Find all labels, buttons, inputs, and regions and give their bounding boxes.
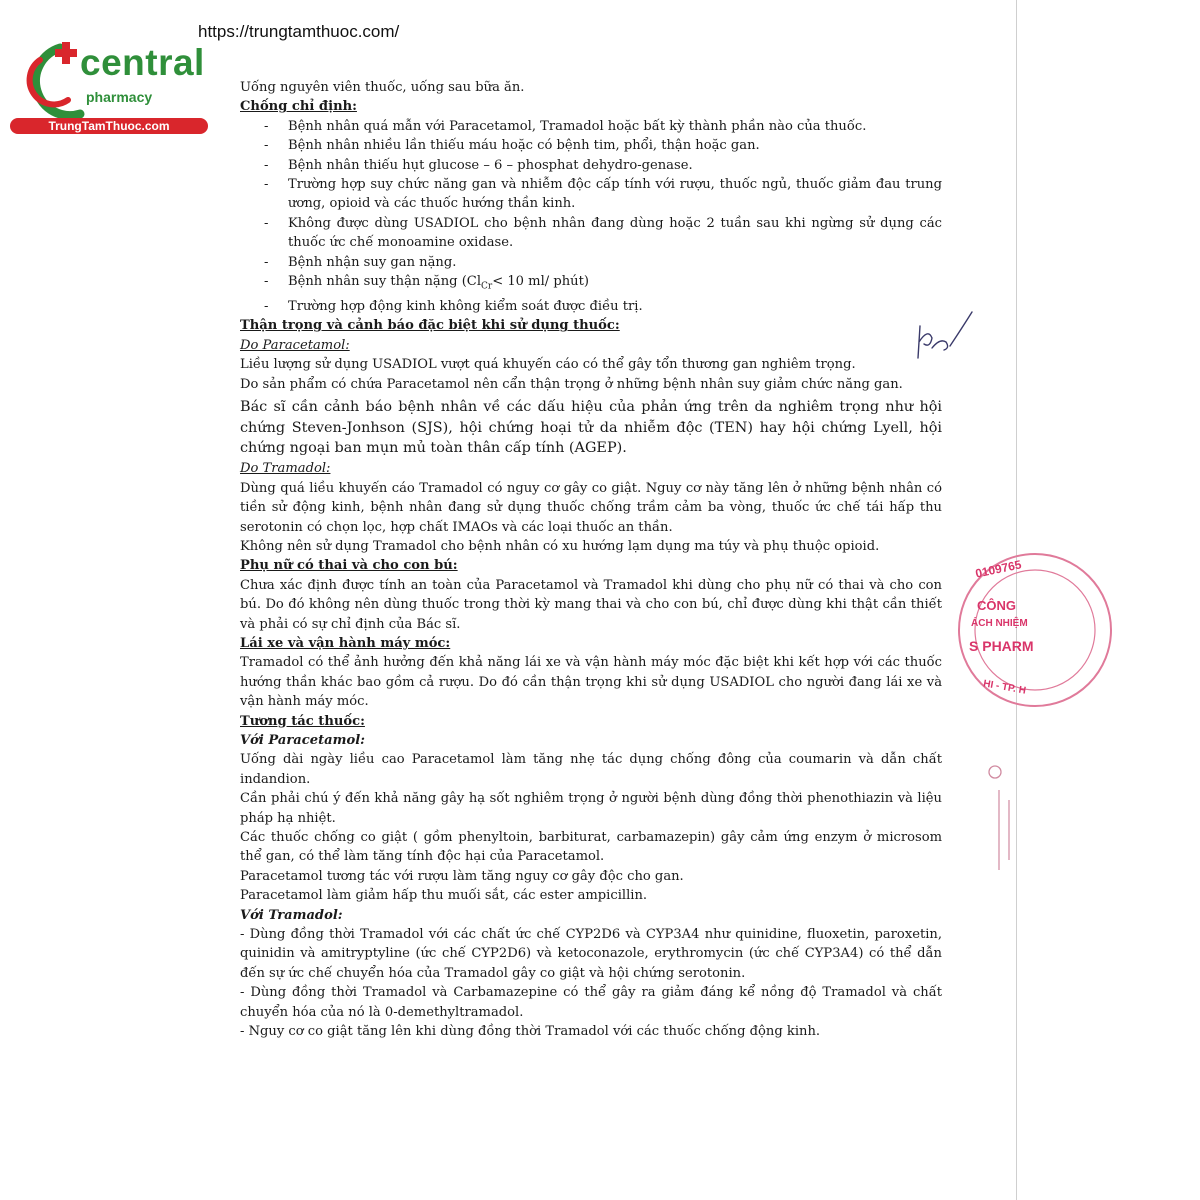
caution-tramadol-heading: Do Tramadol: [240, 461, 331, 477]
interactions-paracetamol-line: Các thuốc chống co giật ( gồm phenyltoin, barbiturat, carbamazepin) gây cảm ứng enzym ở microsom thể gan, có thể làm tăng tính độc hại của Paracetamol. [240, 830, 942, 865]
list-item: - Bệnh nhân thiếu hụt glucose – 6 – phosphat dehydro-genase. [240, 156, 942, 175]
caution-paracetamol-line: Liều lượng sử dụng USADIOL vượt quá khuyến cáo có thể gây tổn thương gan nghiêm trọng. [240, 357, 856, 373]
list-item: - Bệnh nhân nhiều lần thiếu máu hoặc có bệnh tim, phổi, thận hoặc gan. [240, 136, 942, 155]
driving-heading: Lái xe và vận hành máy móc: [240, 635, 451, 651]
leaflet-page [240, 78, 942, 1042]
renal-subscript: Cr [481, 281, 493, 292]
caution-paracetamol-heading: Do Paracetamol: [240, 337, 350, 353]
stamp-number: 0109765 [974, 557, 1023, 581]
signature-initials-icon [910, 308, 980, 363]
brand-subtitle: pharmacy [86, 89, 153, 105]
source-url[interactable]: https://trungtamthuoc.com/ [198, 22, 400, 41]
interactions-paracetamol-line: Paracetamol làm giảm hấp thu muối sắt, các ester ampicillin. [240, 888, 648, 904]
brand-name: central [80, 42, 205, 83]
interactions-tramadol-line: - Dùng đồng thời Tramadol với các chất ức chế CYP2D6 và CYP3A4 như quinidine, fluoxetin, paroxetin, quinidin và amitryptyline (ức chế CYP2D6) và ketoconazole, erythromycin (ức chế CYP3A4) có thể dẫn đến sự ức chế chuyển hóa của Tramadol gây co giật và hội chứng serotonin. [240, 927, 942, 981]
stamp-fragment-icon [985, 760, 1025, 880]
interactions-tramadol-line: - Dùng đồng thời Tramadol và Carbamazepine có thể gây ra giảm đáng kể nồng độ Tramadol và chất chuyển hóa của nó là 0-demethyltramadol. [240, 985, 942, 1020]
renal-text: Bệnh nhân suy thận nặng (Cl [288, 274, 482, 290]
stamp-line-5: HI - TP. H [982, 678, 1027, 697]
list-item [240, 272, 942, 297]
list-item: - Bệnh nhận suy gan nặng. [240, 253, 942, 272]
contraindications-heading: Chống chỉ định: [240, 99, 357, 115]
company-stamp [965, 548, 1034, 713]
interactions-paracetamol-heading: Với Paracetamol: [240, 733, 366, 749]
skin-reaction-warning: Bác sĩ cần cảnh báo bệnh nhân về các dấu hiệu của phản ứng trên da nghiêm trọng như hội chứng Steven-Jonhson (SJS), hội chứng hoại tử da nhiễm độc (TEN) hay hội chứng Lyell, hội chứng ngoại ban mụn mủ toàn thân cấp tính (AGEP). [240, 399, 942, 456]
stamp-line-3: ÁCH NHIỆM [971, 618, 1028, 629]
usage-intro: Uống nguyên viên thuốc, uống sau bữa ăn. [240, 80, 525, 95]
stamp-line-2: CÔNG [977, 598, 1016, 613]
list-item: - Trường hợp suy chức năng gan và nhiễm độc cấp tính với rượu, thuốc ngủ, thuốc giảm đau trung ương, opioid và các thuốc hướng thần kinh. [240, 175, 942, 214]
pregnancy-text: Chưa xác định được tính an toàn của Paracetamol và Tramadol khi dùng cho phụ nữ có thai và cho con bú. Do đó không nên dùng thuốc trong thời kỳ mang thai và cho con bú, chỉ được dùng khi thật cần thiết và phải có sự chỉ định của Bác sĩ. [240, 577, 942, 632]
interactions-paracetamol-line: Cần phải chú ý đến khả năng gây hạ sốt nghiêm trọng ở người bệnh dùng đồng thời phenothiazin và liệu pháp hạ nhiệt. [240, 791, 942, 826]
caution-tramadol-line: Dùng quá liều khuyến cáo Tramadol có nguy cơ gây co giật. Nguy cơ này tăng lên ở những bệnh nhân có tiền sử động kinh, bệnh nhân đang sử dụng thuốc chống trầm cảm ba vòng, thuốc ức chế tái hấp thu serotonin có chọn lọc, hợp chất IMAOs và các loại thuốc an thần. [240, 480, 942, 535]
caution-heading: Thận trọng và cảnh báo đặc biệt khi sử dụng thuốc: [240, 318, 620, 334]
list-item: - Không được dùng USADIOL cho bệnh nhân đang dùng hoặc 2 tuần sau khi ngừng sử dụng các thuốc ức chế monoamine oxidase. [240, 214, 942, 253]
renal-threshold: < 10 ml/ phút) [492, 274, 589, 290]
interactions-tramadol-heading: Với Tramadol: [240, 907, 343, 923]
brand-banner[interactable]: TrungTamThuoc.com [10, 118, 208, 134]
driving-text: Tramadol có thể ảnh hưởng đến khả năng lái xe và vận hành máy móc đặc biệt khi kết hợp với các thuốc hướng thần khác bao gồm cả rượu. Do đó cần thận trọng khi sử dụng USADIOL cho người đang lái xe và vận hành máy móc. [240, 655, 942, 710]
pregnancy-heading: Phụ nữ có thai và cho con bú: [240, 558, 458, 574]
interactions-tramadol-line: - Nguy cơ co giật tăng lên khi dùng đồng thời Tramadol với các thuốc chống động kinh. [240, 1024, 821, 1040]
list-item: - Bệnh nhân quá mẫn với Paracetamol, Tramadol hoặc bất kỳ thành phần nào của thuốc. [240, 117, 942, 136]
contraindications-list [240, 117, 942, 317]
caution-tramadol-line: Không nên sử dụng Tramadol cho bệnh nhân có xu hướng lạm dụng ma túy và phụ thuộc opioid. [240, 538, 880, 554]
list-item: - Trường hợp động kinh không kiểm soát được điều trị. [240, 297, 942, 316]
interactions-heading: Tương tác thuốc: [240, 713, 365, 729]
interactions-paracetamol-line: Uống dài ngày liều cao Paracetamol làm tăng nhẹ tác dụng chống đông của coumarin và dẫn chất indandion. [240, 752, 942, 787]
caution-paracetamol-line: Do sản phẩm có chứa Paracetamol nên cẩn thận trọng ở những bệnh nhân suy giảm chức năng gan. [240, 376, 903, 392]
stamp-line-4: S PHARM [969, 638, 1034, 654]
interactions-paracetamol-line: Paracetamol tương tác với rượu làm tăng nguy cơ gây độc cho gan. [240, 868, 684, 884]
